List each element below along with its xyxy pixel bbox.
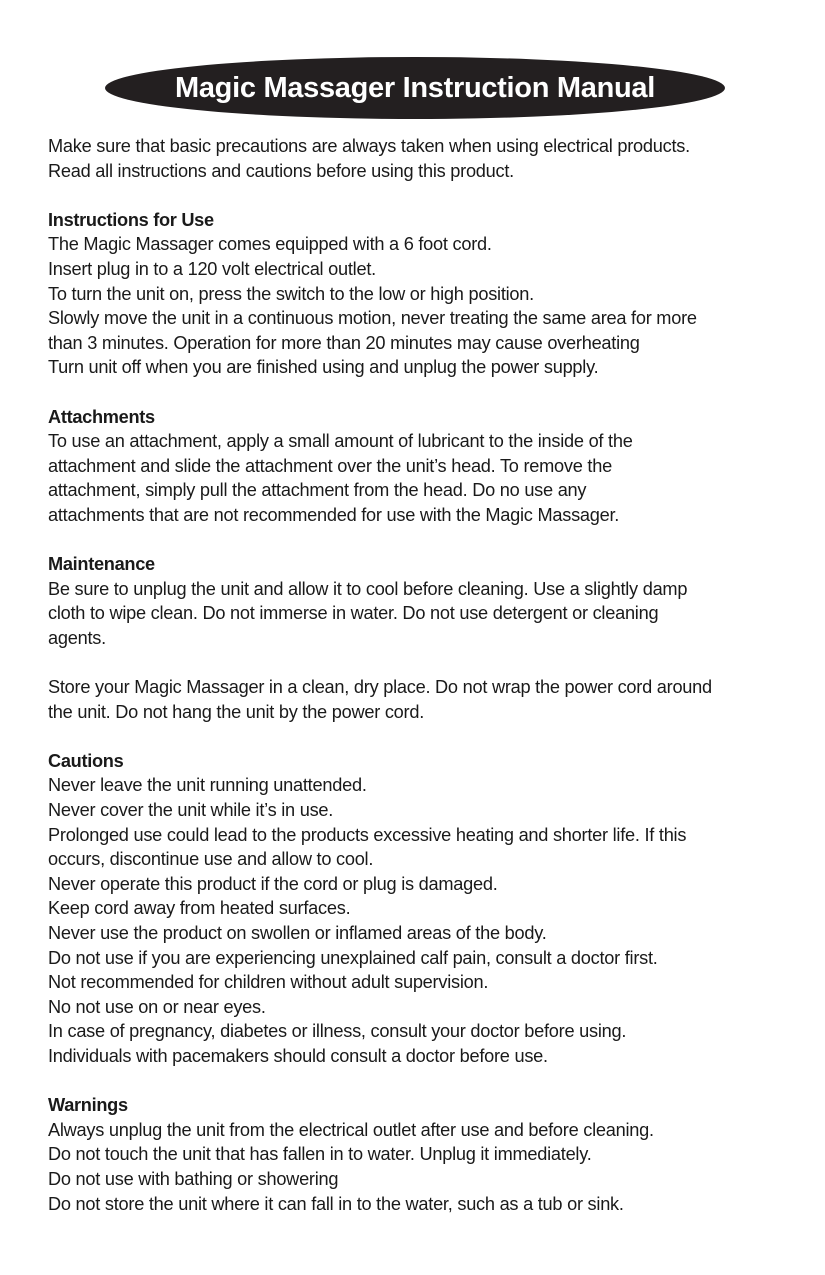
spacer <box>48 380 793 405</box>
instructions-line: Insert plug in to a 120 volt electrical outlet. <box>48 258 376 279</box>
maintenance-line: cloth to wipe clean. Do not immerse in water. Do not use detergent or cleaning <box>48 603 659 624</box>
maintenance-line: Be sure to unplug the unit and allow it to cool before cleaning. Use a slightly damp <box>48 578 688 599</box>
warnings-line: Always unplug the unit from the electrical outlet after use and before cleaning. <box>48 1119 654 1140</box>
cautions-line: In case of pregnancy, diabetes or illness, consult your doctor before using. <box>48 1021 627 1042</box>
intro-line: Read all instructions and cautions before using this product. <box>48 160 514 181</box>
cautions-line: Never cover the unit while it’s in use. <box>48 800 334 821</box>
instructions-line: Slowly move the unit in a continuous motion, never treating the same area for more <box>48 308 697 329</box>
cautions-line: Never operate this product if the cord or plug is damaged. <box>48 873 498 894</box>
manual-body <box>48 134 793 1216</box>
cautions-line: Never leave the unit running unattended. <box>48 775 367 796</box>
instructions-line: Turn unit off when you are finished using and unplug the power supply. <box>48 357 599 378</box>
attachments-line: attachment, simply pull the attachment from the head. Do no use any <box>48 480 587 501</box>
instructions-line: To turn the unit on, press the switch to the low or high position. <box>48 283 534 304</box>
cautions-line: Do not use if you are experiencing unexplained calf pain, consult a doctor first. <box>48 947 658 968</box>
section-heading-warnings: Warnings <box>48 1095 128 1116</box>
instructions-line: The Magic Massager comes equipped with a 6 foot cord. <box>48 234 492 255</box>
storage-line: Store your Magic Massager in a clean, dry place. Do not wrap the power cord around <box>48 677 712 698</box>
cautions-line: Individuals with pacemakers should consult a doctor before use. <box>48 1045 548 1066</box>
spacer <box>48 528 793 553</box>
title-banner <box>105 57 725 119</box>
warnings-line: Do not use with bathing or showering <box>48 1168 339 1189</box>
intro-line: Make sure that basic precautions are always taken when using electrical products. <box>48 136 690 156</box>
spacer <box>48 724 793 749</box>
section-heading-attachments: Attachments <box>48 406 155 427</box>
section-heading-instructions: Instructions for Use <box>48 209 214 230</box>
warnings-line: Do not touch the unit that has fallen in to water. Unplug it immediately. <box>48 1144 592 1165</box>
cautions-line: Never use the product on swollen or inflamed areas of the body. <box>48 923 547 943</box>
cautions-line: occurs, discontinue use and allow to cool. <box>48 849 374 870</box>
cautions-line: Not recommended for children without adult supervision. <box>48 972 489 993</box>
section-heading-cautions: Cautions <box>48 750 124 771</box>
spacer <box>48 183 793 208</box>
attachments-line: To use an attachment, apply a small amount of lubricant to the inside of the <box>48 431 633 452</box>
cautions-line: Prolonged use could lead to the products excessive heating and shorter life. If this <box>48 824 687 845</box>
warnings-line: Do not store the unit where it can fall in to the water, such as a tub or sink. <box>48 1193 624 1214</box>
cautions-line: No not use on or near eyes. <box>48 996 266 1017</box>
section-heading-maintenance: Maintenance <box>48 554 155 575</box>
page-title: Magic Massager Instruction Manual <box>175 71 655 104</box>
attachments-line: attachments that are not recommended for use with the Magic Massager. <box>48 504 620 525</box>
attachments-line: attachment and slide the attachment over the unit’s head. To remove the <box>48 455 612 476</box>
instructions-line: than 3 minutes. Operation for more than 20 minutes may cause overheating <box>48 332 640 353</box>
spacer <box>48 650 793 675</box>
storage-line: the unit. Do not hang the unit by the power cord. <box>48 701 425 722</box>
maintenance-line: agents. <box>48 627 106 648</box>
cautions-line: Keep cord away from heated surfaces. <box>48 898 351 919</box>
spacer <box>48 1069 793 1094</box>
